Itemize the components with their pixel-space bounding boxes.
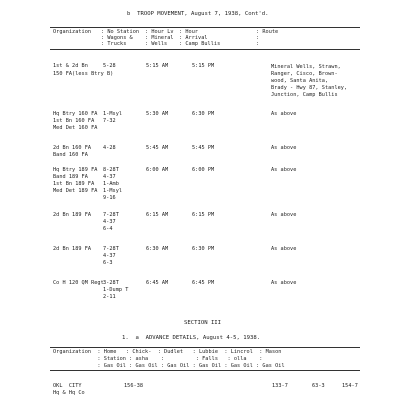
- table-header-rule: [50, 49, 360, 50]
- row-organization: 1st & 2d Bn: [53, 63, 88, 69]
- row-hour-leave: 6:30 AM: [146, 246, 169, 252]
- row-organization: Band 189 FA: [53, 174, 88, 180]
- row-hour-leave: 5:15 AM: [146, 63, 169, 69]
- row-route: Junction, Camp Bullis: [271, 92, 338, 98]
- advance-row-value: 154-7: [342, 383, 358, 389]
- advance-row-value: 133-7: [272, 383, 288, 389]
- row-station: 1-Dump T: [103, 287, 129, 293]
- row-station: 6-3: [103, 260, 113, 266]
- row-station: 4-37: [103, 219, 116, 225]
- row-station: 3-28T: [103, 280, 119, 286]
- row-hour-arrival: 6:15 PM: [192, 212, 215, 218]
- header-route-line1: : Route: [256, 29, 279, 35]
- advance-details-heading: 1. a ADVANCE DETAILS, August 4-5, 1938.: [122, 335, 261, 341]
- row-route: Ranger, Cisco, Brown-: [271, 71, 338, 77]
- row-station: 2-11: [103, 294, 116, 300]
- row-hour-leave: 6:45 AM: [146, 280, 169, 286]
- advance-row-organization: OKL CITY: [53, 383, 82, 389]
- row-organization: 1st Bn 160 FA: [53, 118, 95, 124]
- row-organization: Co H 120 QM Regt: [53, 280, 104, 286]
- row-station: 1-Msyl: [103, 111, 123, 117]
- advance-row-organization: Hq & Hq Co: [53, 390, 85, 396]
- header-hour-line3: : Wells: [145, 41, 168, 47]
- row-station: 7-32: [103, 118, 116, 124]
- row-organization: 1st Bn 189 FA: [53, 181, 95, 187]
- row-organization: Band 160 FA: [53, 152, 88, 158]
- advance-row-value: 63-3: [312, 383, 325, 389]
- row-organization: Hq Btry 189 FA: [53, 167, 98, 173]
- row-station: 5-28: [103, 63, 116, 69]
- row-hour-arrival: 6:00 PM: [192, 167, 215, 173]
- header-hour-line1: : Hour Lv: [145, 29, 174, 35]
- section-title: SECTION III: [184, 320, 222, 326]
- advance-header-line2: : Station : asha : : Falls : olla :: [53, 356, 263, 362]
- row-station: 1-Msyl: [103, 188, 123, 194]
- advance-header-line3: : Gas Oil : Gas Oil : Gas Oil : Gas Oil : Gas Oil : Gas Oil: [53, 363, 285, 369]
- header-organization: Organization: [53, 29, 92, 35]
- row-route: Mineral Wells, Strawn,: [271, 64, 341, 70]
- row-route: As above: [271, 111, 297, 117]
- row-station: 7-28T: [103, 246, 119, 252]
- row-route: Brady - Hwy 87, Stanley,: [271, 85, 348, 91]
- row-station: 1-Amb: [103, 181, 119, 187]
- row-route: As above: [271, 145, 297, 151]
- row-hour-leave: 6:15 AM: [146, 212, 169, 218]
- header-station-line1: : No Station: [101, 29, 140, 35]
- advance-table-top-rule: [50, 347, 360, 348]
- row-hour-arrival: 6:45 PM: [192, 280, 215, 286]
- row-route: As above: [271, 167, 297, 173]
- row-station: 4-37: [103, 253, 116, 259]
- advance-header-rule: [50, 370, 360, 371]
- row-hour-leave: 6:00 AM: [146, 167, 169, 173]
- row-organization: 2d Bn 189 FA: [53, 212, 92, 218]
- row-route: wood, Santa Anita,: [271, 78, 329, 84]
- row-hour-leave: 5:45 AM: [146, 145, 169, 151]
- row-station: 9-16: [103, 195, 116, 201]
- row-station: 8-28T: [103, 167, 119, 173]
- row-hour-arrival: 5:45 PM: [192, 145, 215, 151]
- row-route: As above: [271, 246, 297, 252]
- advance-row-home-station: 156-38: [124, 383, 144, 389]
- row-route: As above: [271, 280, 297, 286]
- row-organization: Med Det 160 FA: [53, 125, 98, 131]
- header-arrival-line3: : Camp Bullis: [179, 41, 221, 47]
- row-hour-leave: 5:30 AM: [146, 111, 169, 117]
- section-heading: b TROOP MOVEMENT, August 7, 1938, Cont'd.: [127, 11, 269, 17]
- row-organization: Hq Btry 160 FA: [53, 111, 98, 117]
- header-arrival-line1: : Hour: [179, 29, 199, 35]
- header-station-line2: : Wagons &: [101, 35, 133, 41]
- row-organization: 2d Bn 160 FA: [53, 145, 92, 151]
- header-route-line3: :: [256, 41, 260, 47]
- table-top-rule: [50, 27, 360, 28]
- row-station: 6-4: [103, 226, 113, 232]
- advance-header-line1: Organization : Home : Chick- : Dudlet : Lubbie : Lincrol : Mason: [53, 349, 282, 355]
- row-organization: 2d Bn 189 FA: [53, 246, 92, 252]
- header-route-line2: :: [256, 35, 260, 41]
- row-station: 7-28T: [103, 212, 119, 218]
- header-station-line3: : Trucks: [101, 41, 127, 47]
- row-hour-arrival: 6:30 PM: [192, 246, 215, 252]
- row-route: As above: [271, 212, 297, 218]
- row-organization: Med Det 189 FA: [53, 188, 98, 194]
- header-hour-line2: : Mineral: [145, 35, 174, 41]
- row-organization: 150 FA(less Btry B): [53, 71, 114, 77]
- row-station: 4-28: [103, 145, 116, 151]
- header-arrival-line2: : Arrival: [179, 35, 208, 41]
- row-hour-arrival: 5:15 PM: [192, 63, 215, 69]
- row-hour-arrival: 6:30 PM: [192, 111, 215, 117]
- row-station: 4-37: [103, 174, 116, 180]
